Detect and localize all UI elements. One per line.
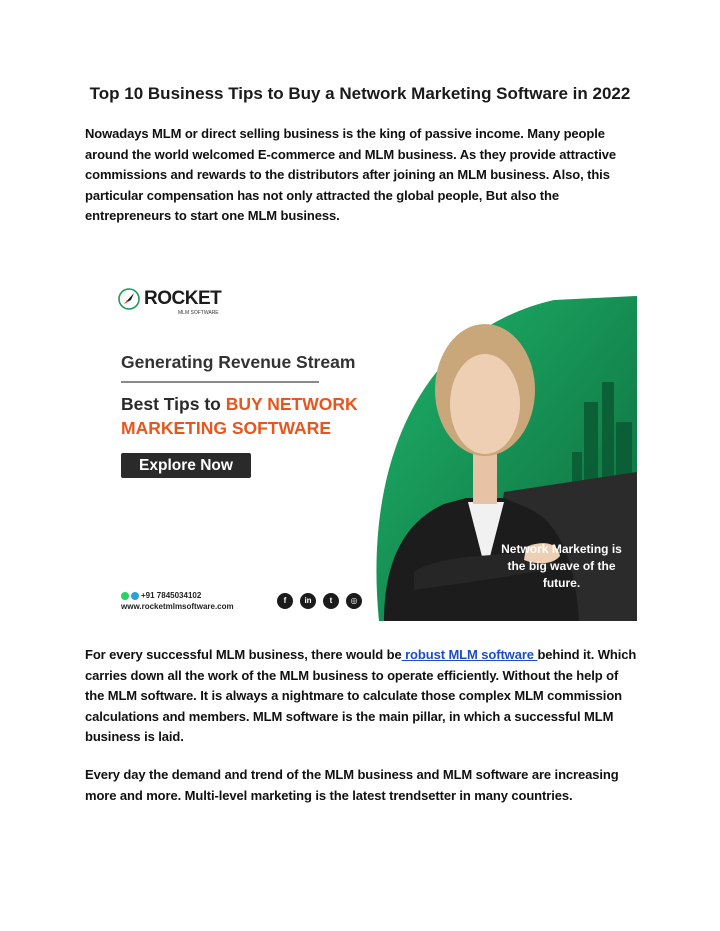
logo-text: ROCKET [144,288,222,309]
facebook-icon[interactable]: f [277,593,293,609]
para2-text-before: For every successful MLM business, there would be [85,647,402,662]
banner-callout: Network Marketing is the big wave of the future. [501,542,622,590]
contact-info [121,590,234,612]
logo-subtext: MLM SOFTWARE [178,310,219,316]
tips-prefix: Best Tips to [121,394,226,414]
rocket-logo [118,288,222,316]
page-title: Top 10 Business Tips to Buy a Network Marketing Software in 2022 [89,84,631,103]
intro-paragraph: Nowadays MLM or direct selling business is the king of passive income. Many people around the world welcomed E-commerce and MLM business. As they provide attractive commissions and rewards to the distributors after joining an MLM business. Also, this particular compensation has not only attracted the global people, But also the entrepreneurs to start one MLM business. [85,126,617,223]
twitter-icon[interactable]: t [323,593,339,609]
body-paragraph-2 [85,645,637,748]
tips-highlight: BUY NETWORK MARKETING SOFTWARE [121,394,358,438]
banner-tips [121,392,391,440]
promo-banner-image [84,272,637,621]
robust-mlm-software-link[interactable]: robust MLM software [401,647,538,662]
rocket-icon [118,288,140,310]
instagram-icon[interactable]: ◎ [346,593,362,609]
para2-text-after: behind it. Which carries down all the work of the MLM business to operate efficiently. Without the help of the MLM software. It is always a nightmare to calculate those complex MLM commission calculations and members. MLM software is the main pillar, in which a successful MLM business is laid. [85,647,637,744]
banner-divider [121,381,319,383]
whatsapp-icon [121,592,129,600]
social-icons [277,593,369,609]
linkedin-icon[interactable]: in [300,593,316,609]
telegram-icon [131,592,139,600]
banner-heading: Generating Revenue Stream [121,352,356,372]
body-paragraph-3: Every day the demand and trend of the MLM business and MLM software are increasing more and more. Multi-level marketing is the latest trendsetter in many countries. [85,767,619,803]
website-url: www.rocketmlmsoftware.com [121,602,234,611]
explore-now-button[interactable]: Explore Now [121,453,251,478]
phone-number: +91 7845034102 [141,591,202,600]
